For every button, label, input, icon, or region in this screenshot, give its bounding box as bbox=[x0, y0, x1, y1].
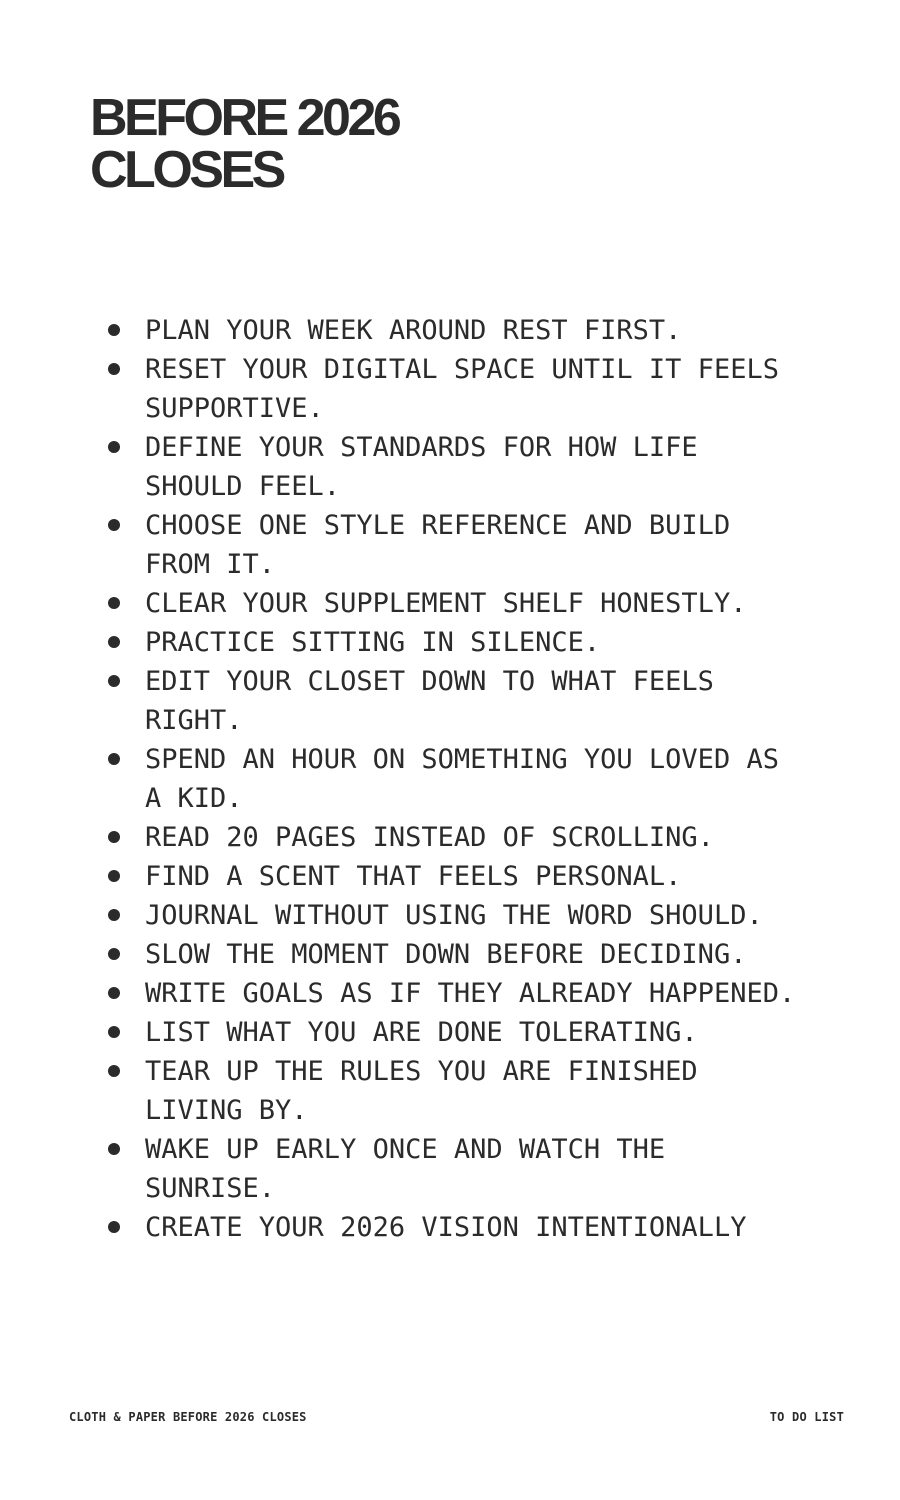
bullet-icon bbox=[108, 675, 120, 687]
page-title-line-1: BEFORE 2026 bbox=[90, 89, 399, 147]
list-item-text: DEFINE YOUR STANDARDS FOR HOW LIFE SHOULD FEEL. bbox=[145, 432, 698, 502]
list-item-text: SPEND AN HOUR ON SOMETHING YOU LOVED AS A KID. bbox=[145, 744, 779, 814]
list-item-text: FIND A SCENT THAT FEELS PERSONAL. bbox=[145, 861, 682, 892]
bullet-icon bbox=[108, 324, 120, 336]
list-item bbox=[105, 896, 805, 935]
page-title-line-2: CLOSES bbox=[90, 141, 283, 199]
list-item bbox=[105, 623, 805, 662]
list-item bbox=[105, 974, 805, 1013]
list-item bbox=[105, 506, 805, 584]
bullet-icon bbox=[108, 1221, 120, 1233]
list-item-text: WAKE UP EARLY ONCE AND WATCH THE SUNRISE. bbox=[145, 1134, 666, 1204]
list-item bbox=[105, 584, 805, 623]
bullet-icon bbox=[108, 441, 120, 453]
bullet-icon bbox=[108, 597, 120, 609]
bullet-icon bbox=[108, 1143, 120, 1155]
list-item-text: RESET YOUR DIGITAL SPACE UNTIL IT FEELS SUPPORTIVE. bbox=[145, 354, 779, 424]
list-item bbox=[105, 1052, 805, 1130]
list-item bbox=[105, 857, 805, 896]
list-item-text: TEAR UP THE RULES YOU ARE FINISHED LIVING BY. bbox=[145, 1056, 698, 1126]
bullet-icon bbox=[108, 948, 120, 960]
list-item bbox=[105, 740, 805, 818]
bullet-icon bbox=[108, 909, 120, 921]
footer-label: TO DO LIST bbox=[769, 1410, 844, 1424]
bullet-icon bbox=[108, 753, 120, 765]
list-item-text: CREATE YOUR 2026 VISION INTENTIONALLY bbox=[145, 1212, 747, 1243]
list-item-text: EDIT YOUR CLOSET DOWN TO WHAT FEELS RIGHT. bbox=[145, 666, 714, 736]
list-item bbox=[105, 1013, 805, 1052]
list-item-text: READ 20 PAGES INSTEAD OF SCROLLING. bbox=[145, 822, 714, 853]
list-item-text: SLOW THE MOMENT DOWN BEFORE DECIDING. bbox=[145, 939, 747, 970]
bullet-icon bbox=[108, 987, 120, 999]
list-item-text: PLAN YOUR WEEK AROUND REST FIRST. bbox=[145, 315, 682, 346]
list-item-text: CHOOSE ONE STYLE REFERENCE AND BUILD FROM IT. bbox=[145, 510, 731, 580]
list-item-text: PRACTICE SITTING IN SILENCE. bbox=[145, 627, 601, 658]
todo-list bbox=[105, 311, 805, 1247]
footer-brand: CLOTH & PAPER BEFORE 2026 CLOSES bbox=[69, 1410, 307, 1424]
bullet-icon bbox=[108, 1026, 120, 1038]
list-item bbox=[105, 350, 805, 428]
bullet-icon bbox=[108, 363, 120, 375]
list-item bbox=[105, 1208, 805, 1247]
list-item bbox=[105, 428, 805, 506]
list-item-text: WRITE GOALS AS IF THEY ALREADY HAPPENED. bbox=[145, 978, 796, 1009]
bullet-icon bbox=[108, 1065, 120, 1077]
bullet-icon bbox=[108, 831, 120, 843]
list-item bbox=[105, 1130, 805, 1208]
bullet-icon bbox=[108, 519, 120, 531]
list-item bbox=[105, 311, 805, 350]
list-item bbox=[105, 818, 805, 857]
list-item bbox=[105, 662, 805, 740]
page-title bbox=[90, 89, 399, 199]
bullet-icon bbox=[108, 636, 120, 648]
list-item bbox=[105, 935, 805, 974]
list-item-text: CLEAR YOUR SUPPLEMENT SHELF HONESTLY. bbox=[145, 588, 747, 619]
bullet-icon bbox=[108, 870, 120, 882]
list-item-text: LIST WHAT YOU ARE DONE TOLERATING. bbox=[145, 1017, 698, 1048]
list-item-text: JOURNAL WITHOUT USING THE WORD SHOULD. bbox=[145, 900, 763, 931]
